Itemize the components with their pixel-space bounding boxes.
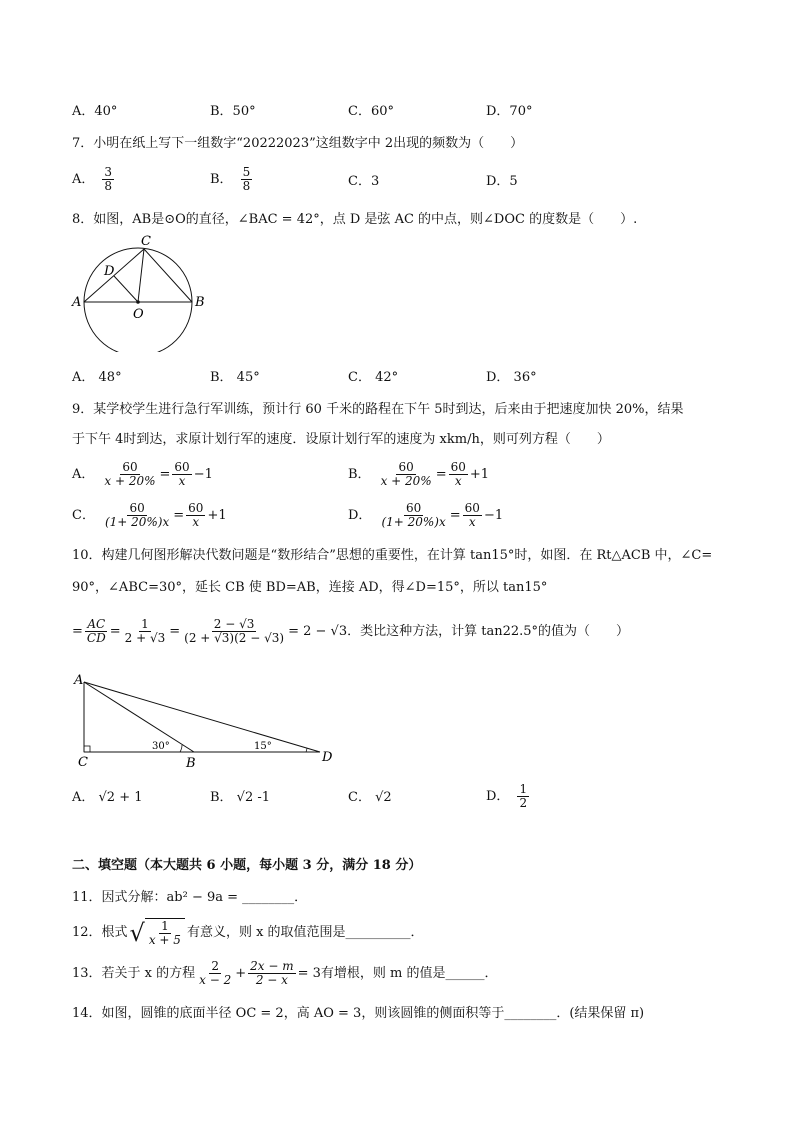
numerator: 60 xyxy=(450,460,466,474)
q6-option-c: C．60° xyxy=(348,104,394,119)
fraction xyxy=(449,461,468,488)
equals: = xyxy=(173,507,185,523)
option-label: D． xyxy=(348,507,372,523)
q9-option-a xyxy=(72,461,213,488)
q14-text: 14．如图，圆锥的底面半径 OC = 2，高 AO = 3，则该圆锥的侧面积等于________．(结果保留 π) xyxy=(72,1006,645,1021)
fraction xyxy=(123,618,168,645)
option-label: B． xyxy=(348,466,371,482)
q6-option-d: D．70° xyxy=(486,104,533,119)
numerator: 2 − √3 xyxy=(213,617,255,631)
equals: = xyxy=(435,466,447,482)
denominator: x + 20% xyxy=(380,474,432,488)
equals: = xyxy=(449,507,461,523)
q12-row xyxy=(72,918,424,947)
q10-option-b: B． √2 -1 xyxy=(210,790,271,805)
q10-triangle-figure xyxy=(70,668,340,772)
numerator: 60 xyxy=(174,460,190,474)
fraction xyxy=(102,166,114,193)
radical-sign-icon: √ xyxy=(129,918,145,947)
radical xyxy=(130,918,185,947)
q7-option-b xyxy=(210,166,254,193)
equals: = xyxy=(109,623,121,639)
q9-option-b xyxy=(348,461,489,488)
fraction xyxy=(172,461,191,488)
denominator: x − 2 xyxy=(199,973,232,987)
q11-text: 11．因式分解：ab² − 9a = ________． xyxy=(72,890,308,905)
q7-option-d: D．5 xyxy=(486,174,518,189)
numerator: 3 xyxy=(104,165,113,179)
numerator: 60 xyxy=(398,460,414,474)
denominator: x xyxy=(468,515,476,529)
label-c: C xyxy=(141,234,151,249)
denominator: 2 + √3 xyxy=(124,631,166,645)
fraction xyxy=(182,618,286,645)
plus: + xyxy=(235,965,247,981)
q8-circle-figure xyxy=(68,232,218,352)
option-label: D． xyxy=(486,788,510,804)
angle-30-arc xyxy=(180,745,182,752)
fraction xyxy=(147,920,183,947)
denominator: 2 xyxy=(519,796,528,810)
q10-option-c: C． √2 xyxy=(348,790,392,805)
fraction xyxy=(102,461,157,488)
label-d: D xyxy=(104,264,115,279)
numerator: 1 xyxy=(519,782,528,796)
tail: +1 xyxy=(469,466,490,482)
q9-line1: 9．某学校学生进行急行军训练，预计行 60 千米的路程在下午 5时到达，后来由于把速度加快 20%，结果 xyxy=(72,402,684,417)
numerator: 60 xyxy=(405,501,422,515)
numerator: 60 xyxy=(188,501,204,515)
segment-oc xyxy=(138,249,144,302)
fraction xyxy=(186,502,205,529)
q8-option-a: A． 48° xyxy=(72,370,122,385)
q7-text: 7．小明在纸上写下一组数字“20222023”这组数字中 2出现的频数为（ ） xyxy=(72,136,524,151)
equals-result: = 2 − √3 xyxy=(288,623,348,639)
label-angle-15: 15° xyxy=(254,741,272,752)
equals: = xyxy=(169,623,181,639)
option-label: B． xyxy=(210,171,233,187)
numerator: 60 xyxy=(129,501,145,515)
tail: +1 xyxy=(207,507,227,523)
q7-option-c: C．3 xyxy=(348,174,380,189)
fraction xyxy=(241,166,253,193)
label-d: D xyxy=(322,750,333,765)
label-c: C xyxy=(78,755,88,770)
q9-option-c xyxy=(72,502,227,529)
denominator: CD xyxy=(86,631,106,645)
numerator: 1 xyxy=(161,919,169,933)
numerator: 1 xyxy=(141,617,149,631)
section-title: 二、填空题（本大题共 6 小题，每小题 3 分，满分 18 分） xyxy=(72,858,422,873)
q8-option-b: B． 45° xyxy=(210,370,260,385)
numerator: 5 xyxy=(242,165,251,179)
segment-od xyxy=(114,276,138,302)
q10-option-d xyxy=(486,783,531,810)
denominator: (1+ 20%)x xyxy=(104,515,170,529)
radicand xyxy=(145,918,185,947)
fraction xyxy=(379,461,434,488)
q9-option-d xyxy=(348,502,503,529)
fraction xyxy=(197,960,233,987)
q10-option-a: A． √2 + 1 xyxy=(72,790,143,805)
q7-option-a xyxy=(72,166,116,193)
q10-tail-text: ．类比这种方法，计算 tan22.5°的值为（ ） xyxy=(347,623,630,639)
q13-post: = 3有增根，则 m 的值是______． xyxy=(297,965,498,981)
center-point xyxy=(136,300,140,304)
label-b: B xyxy=(186,756,196,771)
denominator: 2 − x xyxy=(255,973,288,987)
angle-15-arc xyxy=(306,748,307,752)
q10-line2: 90°，∠ABC=30°，延长 CB 使 BD=AB，连接 AD，得∠D=15°，所以 tan15° xyxy=(72,580,548,595)
equals: = xyxy=(159,466,171,482)
fraction xyxy=(248,960,295,987)
tail: −1 xyxy=(193,466,213,482)
denominator: (1+ 20%)x xyxy=(381,515,446,529)
q10-equation xyxy=(72,618,629,645)
denominator: x xyxy=(454,474,462,488)
denominator: x xyxy=(192,515,200,529)
label-angle-30: 30° xyxy=(152,741,170,752)
q8-option-c: C． 42° xyxy=(348,370,399,385)
denominator: (2 + √3)(2 − √3) xyxy=(184,631,285,645)
label-a: A xyxy=(72,295,82,310)
label-b: B xyxy=(195,295,205,310)
fraction xyxy=(85,618,108,645)
option-label: A． xyxy=(72,466,95,482)
numerator: 2x − m xyxy=(250,959,294,973)
q13-row xyxy=(72,960,498,987)
segment-ad xyxy=(84,682,320,752)
numerator: 2 xyxy=(211,959,219,973)
numerator: AC xyxy=(87,617,106,631)
label-o: O xyxy=(133,307,144,322)
q6-option-b: B．50° xyxy=(210,104,256,119)
q8-text: 8．如图，AB是⊙O的直径，∠BAC = 42°，点 D 是弦 AC 的中点，则∠DOC 的度数是（ ）. xyxy=(72,212,638,227)
q9-line2: 于下午 4时到达，求原计划行军的速度．设原计划行军的速度为 xkm/h，则可列方程（ ） xyxy=(72,432,610,447)
fraction xyxy=(517,783,529,810)
right-angle-mark xyxy=(84,746,90,752)
segment-ab xyxy=(84,682,194,752)
option-label: A． xyxy=(72,171,95,187)
fraction xyxy=(463,502,482,529)
option-label: C． xyxy=(72,507,95,523)
q12-pre: 12．根式 xyxy=(72,924,128,940)
fraction xyxy=(379,502,447,529)
numerator: 60 xyxy=(122,460,138,474)
denominator: 8 xyxy=(104,179,113,193)
denominator: 8 xyxy=(242,179,251,193)
q12-post: 有意义，则 x 的取值范围是__________． xyxy=(186,924,424,940)
fraction xyxy=(103,502,171,529)
denominator: x xyxy=(178,474,186,488)
denominator: x + 5 xyxy=(148,933,181,947)
q6-option-a: A．40° xyxy=(72,104,118,119)
denominator: x + 20% xyxy=(104,474,156,488)
q10-line1: 10．构建几何图形解决代数问题是“数形结合”思想的重要性，在计算 tan15°时，如图．在 Rt△ACB 中，∠C= xyxy=(72,548,713,563)
q8-option-d: D． 36° xyxy=(486,370,537,385)
equals: = xyxy=(72,623,83,639)
numerator: 60 xyxy=(464,501,480,515)
tail: −1 xyxy=(483,507,504,523)
label-a: A xyxy=(74,673,84,688)
q13-pre: 13．若关于 x 的方程 xyxy=(72,965,196,981)
